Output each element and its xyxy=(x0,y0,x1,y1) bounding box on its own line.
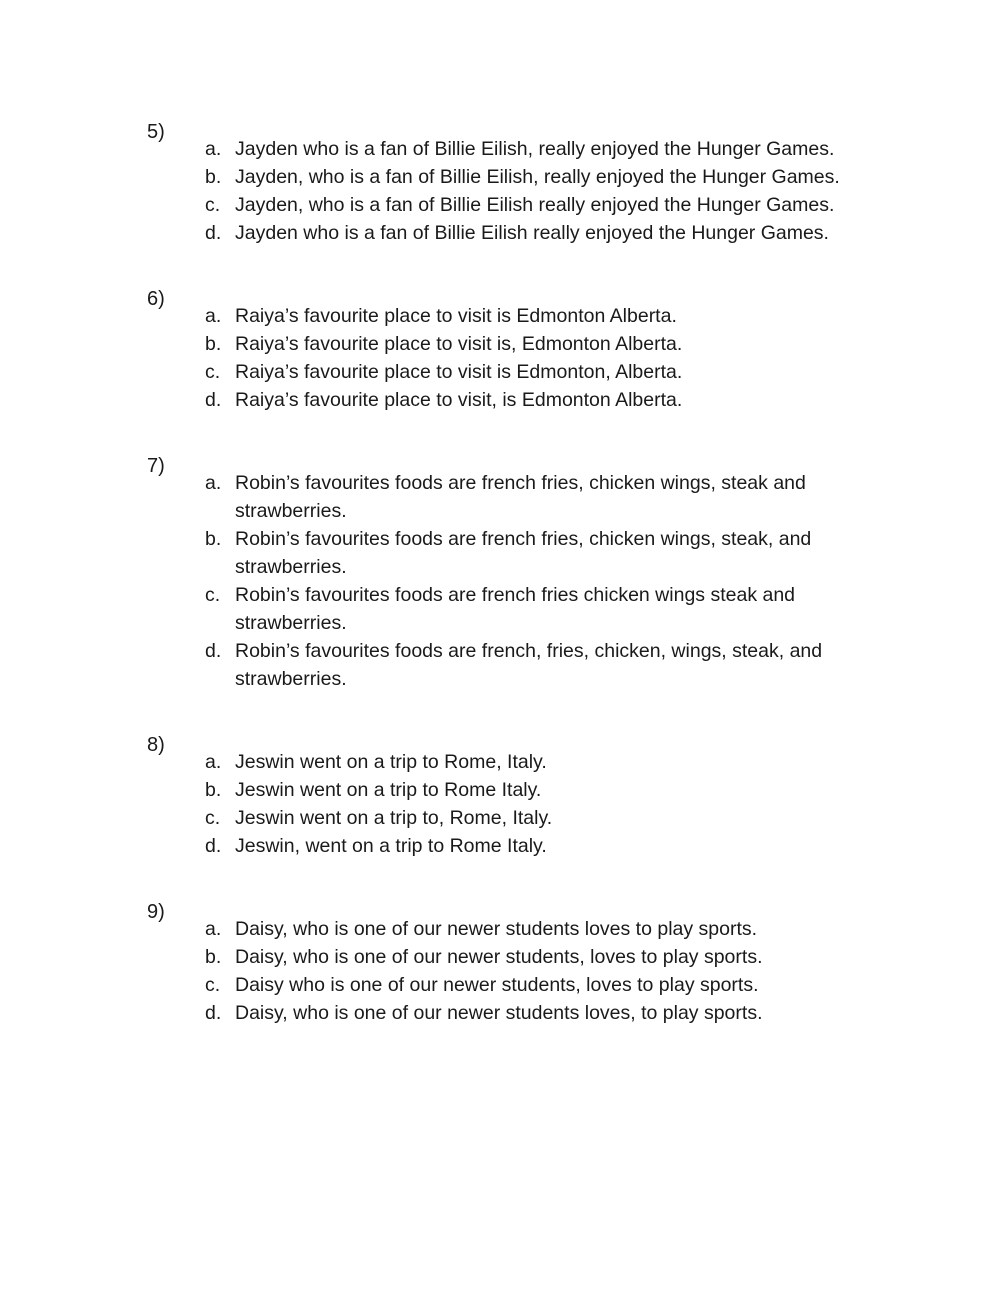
option-a[interactable] xyxy=(0,469,885,525)
question-number: 7) xyxy=(147,455,165,477)
option-text: Robin’s favourites foods are french fries chicken wings steak and strawberries. xyxy=(235,584,796,634)
option-letter: b. xyxy=(205,333,222,355)
option-letter: c. xyxy=(205,361,221,383)
option-d[interactable] xyxy=(0,219,885,247)
option-text: Robin’s favourites foods are french fries, chicken wings, steak, and strawberries. xyxy=(235,528,812,578)
option-letter: c. xyxy=(205,194,221,216)
option-b[interactable] xyxy=(0,330,885,358)
option-b[interactable] xyxy=(0,776,885,804)
option-text: Raiya’s favourite place to visit is, Edmonton Alberta. xyxy=(235,333,683,355)
option-text: Jeswin went on a trip to Rome Italy. xyxy=(235,779,542,801)
option-list xyxy=(0,469,1000,693)
option-text: Jayden who is a fan of Billie Eilish, really enjoyed the Hunger Games. xyxy=(235,138,835,160)
option-a[interactable] xyxy=(0,302,885,330)
option-d[interactable] xyxy=(0,386,885,414)
option-letter: b. xyxy=(205,946,222,968)
option-a[interactable] xyxy=(0,915,885,943)
option-c[interactable] xyxy=(0,191,885,219)
option-text: Jayden, who is a fan of Billie Eilish, really enjoyed the Hunger Games. xyxy=(235,166,840,188)
option-text: Daisy, who is one of our newer students loves, to play sports. xyxy=(235,1002,763,1024)
option-letter: a. xyxy=(205,751,222,773)
option-letter: c. xyxy=(205,807,221,829)
option-letter: c. xyxy=(205,974,221,996)
option-b[interactable] xyxy=(0,943,885,971)
option-d[interactable] xyxy=(0,832,885,860)
option-letter: b. xyxy=(205,166,222,188)
question-number: 5) xyxy=(147,121,165,143)
option-letter: d. xyxy=(205,389,222,411)
option-c[interactable] xyxy=(0,358,885,386)
option-text: Jayden, who is a fan of Billie Eilish really enjoyed the Hunger Games. xyxy=(235,194,835,216)
option-list xyxy=(0,302,1000,414)
option-letter: a. xyxy=(205,138,222,160)
option-letter: d. xyxy=(205,1002,222,1024)
option-letter: a. xyxy=(205,305,222,327)
question-number: 8) xyxy=(147,734,165,756)
option-text: Jeswin, went on a trip to Rome Italy. xyxy=(235,835,547,857)
option-text: Daisy, who is one of our newer students loves to play sports. xyxy=(235,918,758,940)
option-letter: a. xyxy=(205,472,222,494)
option-letter: c. xyxy=(205,584,221,606)
option-letter: b. xyxy=(205,779,222,801)
option-letter: d. xyxy=(205,222,222,244)
option-c[interactable] xyxy=(0,804,885,832)
option-text: Raiya’s favourite place to visit is Edmonton Alberta. xyxy=(235,305,677,327)
option-c[interactable] xyxy=(0,971,885,999)
question-number: 9) xyxy=(147,901,165,923)
option-text: Jayden who is a fan of Billie Eilish really enjoyed the Hunger Games. xyxy=(235,222,829,244)
option-letter: d. xyxy=(205,640,222,662)
option-list xyxy=(0,748,1000,860)
option-text: Robin’s favourites foods are french, fries, chicken, wings, steak, and strawberries. xyxy=(235,640,823,690)
option-text: Jeswin went on a trip to, Rome, Italy. xyxy=(235,807,553,829)
option-c[interactable] xyxy=(0,581,885,637)
option-text: Raiya’s favourite place to visit is Edmonton, Alberta. xyxy=(235,361,683,383)
option-text: Daisy who is one of our newer students, loves to play sports. xyxy=(235,974,759,996)
question-number: 6) xyxy=(147,288,165,310)
option-text: Daisy, who is one of our newer students, loves to play sports. xyxy=(235,946,763,968)
option-b[interactable] xyxy=(0,525,885,581)
option-d[interactable] xyxy=(0,637,885,693)
option-letter: a. xyxy=(205,918,222,940)
option-text: Jeswin went on a trip to Rome, Italy. xyxy=(235,751,547,773)
option-list xyxy=(0,135,1000,247)
option-b[interactable] xyxy=(0,163,885,191)
option-letter: d. xyxy=(205,835,222,857)
option-list xyxy=(0,915,1000,1027)
option-text: Robin’s favourites foods are french fries, chicken wings, steak and strawberries. xyxy=(235,472,806,522)
option-a[interactable] xyxy=(0,135,885,163)
option-d[interactable] xyxy=(0,999,885,1027)
option-text: Raiya’s favourite place to visit, is Edmonton Alberta. xyxy=(235,389,683,411)
option-letter: b. xyxy=(205,528,222,550)
option-a[interactable] xyxy=(0,748,885,776)
